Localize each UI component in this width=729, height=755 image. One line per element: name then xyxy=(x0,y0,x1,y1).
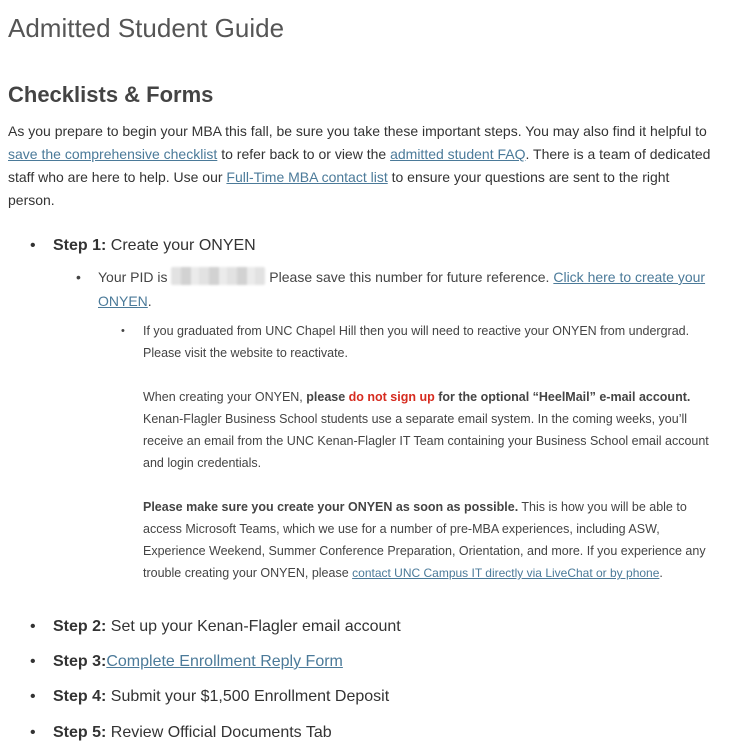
enrollment-reply-form-link[interactable]: Complete Enrollment Reply Form xyxy=(106,653,343,670)
period: . xyxy=(659,566,663,580)
step-text: Review Official Documents Tab xyxy=(106,724,332,741)
bullet: • xyxy=(30,688,36,705)
note-create-asap xyxy=(143,496,719,584)
intro-paragraph xyxy=(8,120,720,212)
contact-campus-it-link[interactable]: contact UNC Campus IT directly via LiveChat or by phone xyxy=(352,566,660,580)
pid-redacted xyxy=(171,267,265,285)
step-label: Step 1: xyxy=(53,237,107,254)
bullet: • xyxy=(30,237,36,254)
do-not-sign-up-warning: do not sign up xyxy=(348,390,435,404)
step-label: Step 5: xyxy=(53,724,107,741)
step-2 xyxy=(8,616,401,638)
step-1-detail xyxy=(76,265,716,313)
section-heading: Checklists & Forms xyxy=(8,82,214,107)
step-3 xyxy=(8,651,343,673)
step-label: Step 4: xyxy=(53,688,107,705)
bullet: • xyxy=(30,724,36,741)
bullet: • xyxy=(30,653,36,670)
contact-list-link[interactable]: Full-Time MBA contact list xyxy=(226,169,388,185)
bullet: • xyxy=(76,269,81,285)
bullet: • xyxy=(30,618,36,635)
step-label: Step 2: xyxy=(53,618,107,635)
page-title: Admitted Student Guide xyxy=(8,13,285,43)
intro-text: . There is a team of dedicated staff who are here to help. Use our xyxy=(8,146,711,185)
note-bold: Please make sure you create your ONYEN as soon as possible. xyxy=(143,500,519,514)
period: . xyxy=(147,293,152,309)
step-text: Submit your $1,500 Enrollment Deposit xyxy=(106,688,390,705)
intro-text: to ensure your questions are sent to the right person. xyxy=(8,169,670,208)
bullet: • xyxy=(121,325,125,337)
note-reactivate: If you graduated from UNC Chapel Hill then you will need to reactive your ONYEN from undergrad. Please visit the website to reactivate. xyxy=(143,324,690,360)
step-4 xyxy=(8,686,389,708)
admitted-faq-link[interactable]: admitted student FAQ xyxy=(390,146,526,162)
step-5 xyxy=(8,722,332,744)
step-1 xyxy=(8,235,256,257)
step-text: Set up your Kenan-Flagler email account xyxy=(106,618,401,635)
intro-text: As you prepare to begin your MBA this fall, be sure you take these important steps. You may also find it helpful to xyxy=(8,123,707,139)
note-bold: please xyxy=(306,390,349,404)
create-onyen-link[interactable]: Click here to create your ONYEN xyxy=(98,269,706,309)
pid-suffix: Please save this number for future reference. xyxy=(265,269,554,285)
save-checklist-link[interactable]: save the comprehensive checklist xyxy=(8,146,218,162)
note-text: Kenan-Flagler Business School students use a separate email system. In the coming weeks, you’ll receive an email from the UNC Kenan-Flagler IT Team containing your Business School email account and login credentials. xyxy=(143,412,709,470)
step-1-notes xyxy=(121,320,719,584)
pid-prefix: Your PID is xyxy=(98,269,172,285)
step-text: Create your ONYEN xyxy=(106,237,256,254)
step-label: Step 3: xyxy=(53,653,107,670)
intro-text: to refer back to or view the xyxy=(217,146,391,162)
note-text: This is how you will be able to access Microsoft Teams, which we use for a number of pre-MBA experiences, including ASW, Experience Weekend, Summer Conference Preparation, Orientation, and more. If you experience any trouble creating your ONYEN, please xyxy=(143,500,706,580)
note-heelmail xyxy=(143,386,719,474)
note-bold: for the optional “HeelMail” e-mail account. xyxy=(434,390,691,404)
note-text: When creating your ONYEN, xyxy=(143,390,307,404)
